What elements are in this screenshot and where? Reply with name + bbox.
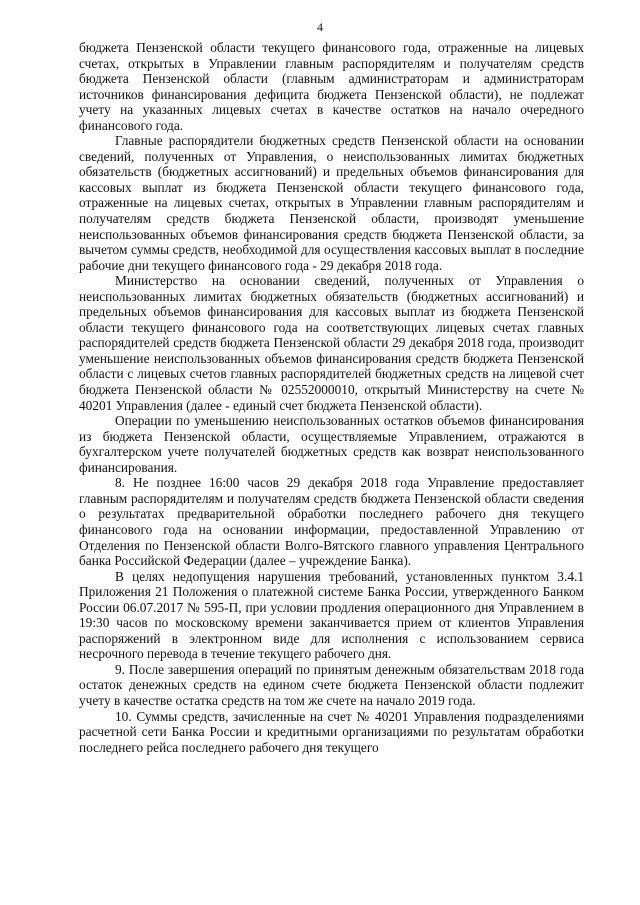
paragraph-item-10: 10. Суммы средств, зачисленные на счет № 40201 Управления подразделениями расчетной сети Банка России и кредитными организациями по результатам обработки последнего рейса последнего рабочего дня текущего: [79, 708, 584, 755]
paragraph-operations: Операции по уменьшению неиспользованных остатков объемов финансирования из бюджета Пензенской области, осуществляемые Управлением, отражаются в бухгалтерском учете получателей бюджетных средств как возврат неиспользованного финансирования.: [79, 413, 584, 475]
paragraph-item-9: 9. После завершения операций по принятым денежным обязательствам 2018 года остаток денежных средств на едином счете бюджета Пензенской области подлежит учету в качестве остатка средств на том же счете на начало 2019 года.: [79, 661, 584, 708]
page-number: 4: [317, 20, 323, 34]
paragraph-requirements: В целях недопущения нарушения требований, установленных пунктом 3.4.1 Приложения 21 Положения о платежной системе Банка России, утвержденного Банком России 06.07.2017 № 595-П, при условии продления операционного дня Управлением в 19:30 часов по московскому времени заканчивается прием от клиентов Управления распоряжений в электронном виде для исполнения с использованием сервиса несрочного перевода в течение текущего рабочего дня.: [79, 568, 584, 662]
paragraph-main-distributors: Главные распорядители бюджетных средств Пензенской области на основании сведений, полученных от Управления, о неиспользованных лимитах бюджетных обязательств (бюджетных ассигнований) и предельных объемов финансирования для кассовых выплат из бюджета Пензенской области текущего финансового года, отраженные на лицевых счетах, открытых в Управлении главным распорядителям и получателям средств бюджета Пензенской области, производят уменьшение неиспользованных объемов финансирования средств бюджета Пензенской области, за вычетом суммы средств, необходимой для осуществления кассовых выплат в последние рабочие дни текущего финансового года - 29 декабря 2018 года.: [79, 133, 584, 273]
document-body: [79, 40, 584, 755]
paragraph-ministry: Министерство на основании сведений, полученных от Управления о неиспользованных лимитах бюджетных обязательств (бюджетных ассигнований) и предельных объемов финансирования для кассовых выплат из бюджета Пензенской области текущего финансового года на соответствующих лицевых счетах главных распорядителей средств бюджета Пензенской области 29 декабря 2018 года, производит уменьшение неиспользованных объемов финансирования средств бюджета Пензенской области с лицевых счетов главных распорядителей бюджетных средств на лицевой счет бюджета Пензенской области № 02552000010, открытый Министерству на счете № 40201 Управления (далее - единый счет бюджета Пензенской области).: [79, 273, 584, 413]
paragraph-item-8: 8. Не позднее 16:00 часов 29 декабря 2018 года Управление предоставляет главным распорядителям и получателям средств бюджета Пензенской области сведения о результатах предварительной обработки последнего рабочего дня текущего финансового года на основании информации, предоставленной Управлению от Отделения по Пензенской области Волго-Вятского главного управления Центрального банка Российской Федерации (далее – учреждение Банка).: [79, 475, 584, 569]
paragraph-continuation: бюджета Пензенской области текущего финансового года, отраженные на лицевых счетах, открытых в Управлении главным распорядителям и получателям средств бюджета Пензенской области (главным администраторам и администраторам источников финансирования дефицита бюджета Пензенской области), не подлежат учету на указанных лицевых счетах в качестве остатков на начало очередного финансового года.: [79, 40, 584, 133]
